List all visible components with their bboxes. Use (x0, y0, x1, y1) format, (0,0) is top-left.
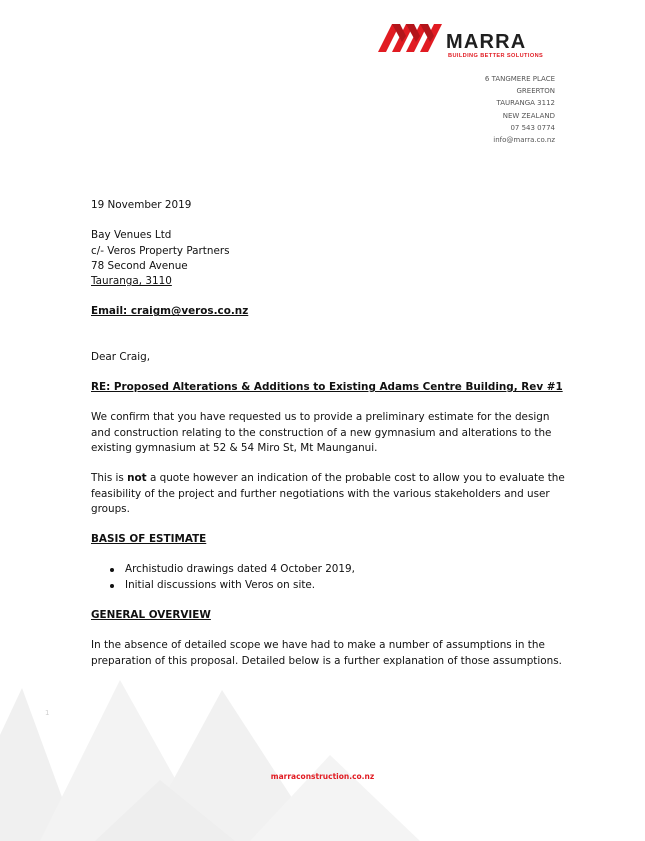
basis-list (91, 562, 571, 593)
address-line: NEW ZEALAND (502, 111, 555, 120)
overview-heading: GENERAL OVERVIEW (91, 609, 211, 622)
recipient-line: Bay Venues Ltd (91, 229, 172, 242)
background-mountain-watermark (0, 660, 645, 841)
recipient-line: Tauranga, 3110 (91, 275, 172, 288)
recipient-line: c/- Veros Property Partners (91, 244, 230, 257)
list-item (91, 562, 571, 577)
paragraph-request: We confirm that you have requested us to provide a preliminary estimate for the design and construction relating to the construction of a new gymnasium and alterations to the existing gymnasium at 52 & 54 Miro St, Mt Maunganui. (91, 411, 552, 454)
paragraph-text: This is (91, 472, 128, 485)
logo-wordmark: MARRA (446, 31, 527, 53)
letter-date: 19 November 2019 (91, 199, 192, 211)
page-number: 1 (45, 709, 50, 717)
recipient-block (91, 228, 571, 289)
subject-line: RE: Proposed Alterations & Additions to Existing Adams Centre Building, Rev #1 (91, 381, 563, 394)
footer-website-link[interactable]: marraconstruction.co.nz (270, 772, 375, 781)
list-item-text: Archistudio drawings dated 4 October 2019, (125, 563, 355, 576)
logo-mark-icon (378, 24, 448, 52)
basis-heading: BASIS OF ESTIMATE (91, 533, 207, 546)
address-line: TAURANGA 3112 (496, 99, 555, 108)
bullet-icon (110, 584, 114, 588)
paragraph-text: a quote however an indication of the probable cost to allow you to evaluate the feasibility of the project and further negotiations with the various stakeholders and user groups. (91, 472, 565, 515)
address-line: 6 TANGMERE PLACE (484, 75, 555, 83)
address-line: GREERTON (516, 87, 555, 96)
salutation: Dear Craig, (91, 350, 151, 363)
paragraph-overview: In the absence of detailed scope we have had to make a number of assumptions in the preparation of this proposal. Detailed below is a further explanation of those assumptions. (91, 639, 562, 667)
list-item (91, 578, 571, 593)
bullet-icon (110, 568, 114, 572)
logo-tagline: BUILDING BETTER SOLUTIONS (448, 53, 544, 59)
emphasis-not: not (127, 472, 147, 485)
company-logo (378, 22, 556, 62)
phone-number: 07 543 0774 (510, 123, 555, 132)
recipient-line: 78 Second Avenue (91, 259, 188, 272)
company-email[interactable]: info@marra.co.nz (493, 136, 555, 145)
recipient-email[interactable]: Email: craigm@veros.co.nz (91, 305, 249, 318)
paragraph-disclaimer (91, 471, 571, 517)
company-address-block (485, 73, 555, 146)
list-item-text: Initial discussions with Veros on site. (125, 578, 316, 591)
letter-body (91, 198, 571, 669)
